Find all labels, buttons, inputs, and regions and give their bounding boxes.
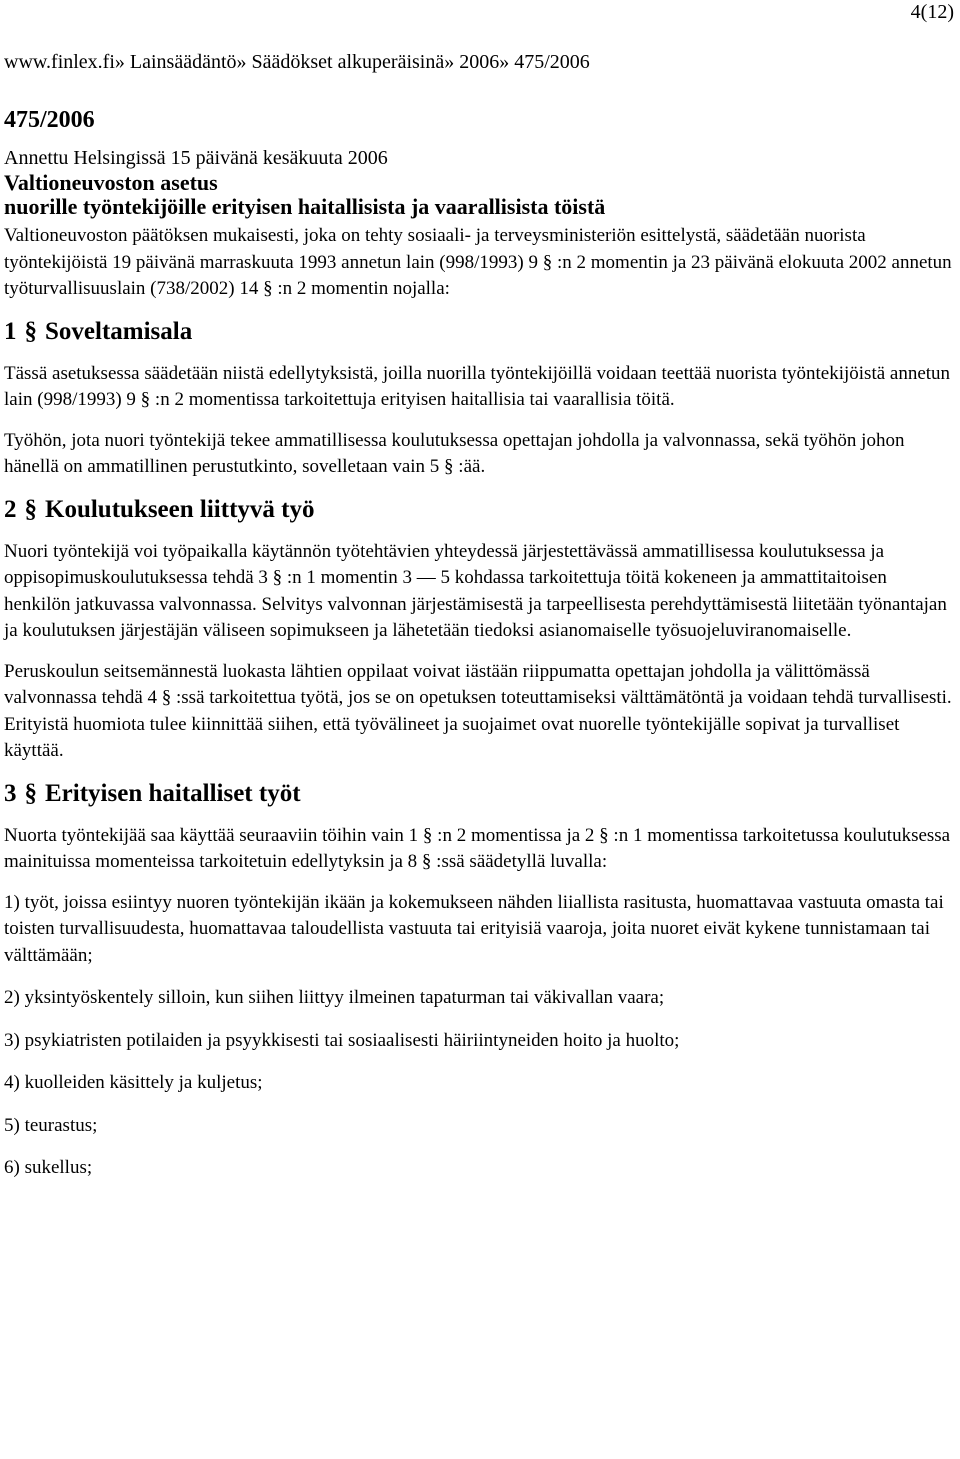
section-symbol: § <box>24 779 37 807</box>
page-number: 4(12) <box>910 1 954 23</box>
document-type: Valtioneuvoston asetus <box>4 170 218 195</box>
preamble: Valtioneuvoston päätöksen mukaisesti, joka on tehty sosiaali- ja terveysministeriön esittelystä, säädetään nuorista työntekijöistä 19 päivänä marraskuuta 1993 annetun lain (998/1993) 9 § :n 2 momentin ja 23 päivänä elokuuta 2002 annetun työturvallisuuslain (738/2002) 14 § :n 2 momentin nojalla: <box>4 225 952 299</box>
given-date: Annettu Helsingissä 15 päivänä kesäkuuta 2006 <box>4 147 388 169</box>
section-number: 3 <box>4 779 17 807</box>
document-number: 475/2006 <box>4 107 95 133</box>
section-1-heading <box>4 317 954 347</box>
list-item: 1) työt, joissa esiintyy nuoren työntekijän ikään ja kokemukseen nähden liiallista rasitusta, huomattavaa vastuuta omasta tai toisten turvallisuudesta, huomattavaa taloudellista vastuuta tai erityisiä vaaroja, joita nuoret eivät kykene tunnistamaan tai välttämään; <box>4 891 944 966</box>
breadcrumb[interactable]: www.finlex.fi» Lainsäädäntö» Säädökset alkuperäisinä» 2006» 475/2006 <box>4 51 590 73</box>
section-1-paragraph-1: Tässä asetuksessa säädetään niistä edellytyksistä, joilla nuorilla työntekijöillä voidaan teettää nuorista työntekijöistä annetun lain (998/1993) 9 § :n 2 momentissa tarkoitettuja erityisen haitallisia tai vaarallisia töitä. <box>4 362 951 410</box>
list-item: 4) kuolleiden käsittely ja kuljetus; <box>4 1072 263 1093</box>
list-item: 5) teurastus; <box>4 1114 98 1136</box>
section-symbol: § <box>24 495 37 523</box>
list-item: 2) yksintyöskentely silloin, kun siihen liittyy ilmeinen tapaturman tai väkivallan vaara; <box>4 987 665 1008</box>
document-title: nuorille työntekijöille erityisen haitallisista ja vaarallisista töistä <box>4 194 606 219</box>
section-3-paragraph-1: Nuorta työntekijää saa käyttää seuraaviin töihin vain 1 § :n 2 momentissa ja 2 § :n 1 momentissa tarkoitetussa koulutuksessa mainituissa momenteissa tarkoitetuin edellytyksin ja 8 § :ssä säädetyllä luvalla: <box>4 824 951 872</box>
section-symbol: § <box>24 317 37 345</box>
list-item: 3) psykiatristen potilaiden ja psyykkisesti tai sosiaalisesti häiriintyneiden hoito ja huolto; <box>4 1029 680 1051</box>
document-body <box>4 48 954 1198</box>
section-2-heading <box>4 495 954 525</box>
section-number: 1 <box>4 317 17 345</box>
section-title: Erityisen haitalliset työt <box>45 779 301 807</box>
section-1-paragraph-2: Työhön, jota nuori työntekijä tekee ammatillisessa koulutuksessa opettajan johdolla ja valvonnassa, sekä työhön johon hänellä on ammatillinen perustutkinto, sovelletaan vain 5 § :ää. <box>4 429 905 477</box>
section-3-heading <box>4 779 954 809</box>
section-title: Koulutukseen liittyvä työ <box>45 495 315 523</box>
section-2-paragraph-1: Nuori työntekijä voi työpaikalla käytännön työtehtävien yhteydessä järjestettävässä ammatillisessa koulutuksessa ja oppisopimuskoulutuksessa tehdä 3 § :n 1 momentin 3 — 5 kohdassa tarkoitettuja töitä kokeneen ja ammattitaitoisen henkilön jatkuvassa valvonnassa. Selvitys valvonnan järjestämisestä ja tarpeellisesta perehdyttämisestä liitetään työnantajan ja koulutuksen järjestäjän väliseen sopimukseen ja lähetetään tiedoksi asianomaiselle työsuojeluviranomaiselle. <box>4 540 947 641</box>
section-title: Soveltamisala <box>45 317 193 345</box>
list-item: 6) sukellus; <box>4 1157 93 1178</box>
section-2-paragraph-2: Peruskoulun seitsemännestä luokasta lähtien oppilaat voivat iästään riippumatta opettajan johdolla ja välittömässä valvonnassa tehdä 4 § :ssä tarkoitettua työtä, jos se on opetuksen toteuttamiseksi välttämätöntä ja voidaan tehdä turvallisesti. Erityistä huomiota tulee kiinnittää siihen, että työvälineet ja suojaimet ovat nuorelle työntekijälle sopivat ja turvalliset käyttää. <box>4 660 952 761</box>
section-number: 2 <box>4 495 17 523</box>
